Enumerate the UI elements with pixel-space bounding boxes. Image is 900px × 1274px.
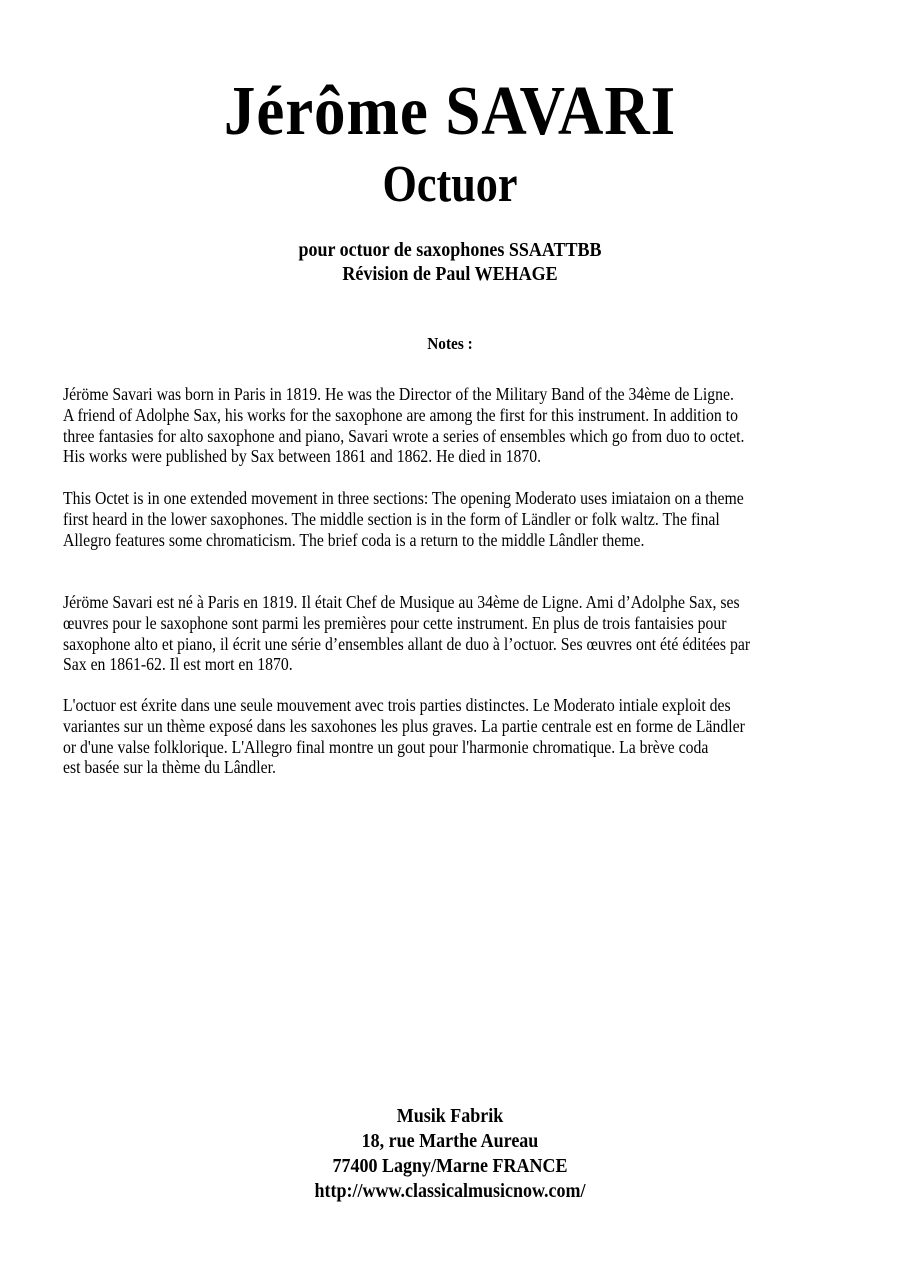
publisher-url: http://www.classicalmusicnow.com/ bbox=[314, 1180, 586, 1202]
text-line: His works were published by Sax between 1861 and 1862. He died in 1870. bbox=[63, 446, 542, 467]
subtitle-block bbox=[0, 238, 900, 286]
text-line: Jéröme Savari est né à Paris en 1819. Il était Chef de Musique au 34ème de Ligne. Ami d’Adolphe Sax, ses bbox=[63, 592, 740, 612]
text-line: first heard in the lower saxophones. The middle section is in the form of Ländler or folk waltz. The final bbox=[63, 508, 720, 529]
notes-heading: Notes : bbox=[427, 334, 473, 353]
text-line: variantes sur un thème exposé dans les saxohones les plus graves. La partie centrale est en forme de Ländler bbox=[63, 715, 745, 736]
composer-name: Jérôme SAVARI bbox=[223, 73, 677, 150]
publisher-city: 77400 Lagny/Marne FRANCE bbox=[332, 1155, 568, 1177]
text-line: saxophone alto et piano, il écrit une série d’ensembles allant de duo à l’octuor. Ses œuvres ont été éditées par bbox=[63, 633, 751, 654]
notes-paragraph-english-bio bbox=[63, 384, 855, 467]
publisher-street: 18, rue Marthe Aureau bbox=[361, 1130, 539, 1152]
text-line: Sax en 1861-62. Il est mort en 1870. bbox=[63, 654, 293, 675]
text-line: A friend of Adolphe Sax, his works for the saxophone are among the first for this instrument. In addition to bbox=[63, 404, 738, 425]
notes-paragraph-french-work bbox=[63, 695, 855, 778]
text-line: œuvres pour le saxophone sont parmi les premières pour cette instrument. En plus de trois fantaisies pour bbox=[63, 612, 727, 633]
text-line: three fantasies for alto saxophone and piano, Savari wrote a series of ensembles which go from duo to octet. bbox=[63, 425, 745, 446]
text-line: est basée sur la thème du Lândler. bbox=[63, 757, 276, 778]
revision-line: Révision de Paul WEHAGE bbox=[342, 263, 558, 285]
publisher-name: Musik Fabrik bbox=[396, 1105, 504, 1127]
text-line: or d'une valse folklorique. L'Allegro final montre un gout pour l'harmonie chromatique. La brève coda bbox=[63, 736, 709, 757]
notes-paragraph-french-bio bbox=[63, 592, 855, 675]
work-title: Octuor bbox=[382, 156, 518, 213]
text-line: Allegro features some chromaticism. The brief coda is a return to the middle Lândler theme. bbox=[63, 529, 645, 550]
text-line: This Octet is in one extended movement in three sections: The opening Moderato uses imiataion on a theme bbox=[63, 488, 744, 508]
text-line: L'octuor est éxrite dans une seule mouvement avec trois parties distinctes. Le Moderato intiale exploit des bbox=[63, 695, 731, 715]
instrumentation-line: pour octuor de saxophones SSAATTBB bbox=[298, 239, 602, 261]
text-line: Jéröme Savari was born in Paris in 1819. He was the Director of the Military Band of the 34ème de Ligne. bbox=[63, 384, 734, 404]
notes-paragraph-english-work bbox=[63, 488, 855, 550]
publisher-block bbox=[0, 1104, 900, 1204]
